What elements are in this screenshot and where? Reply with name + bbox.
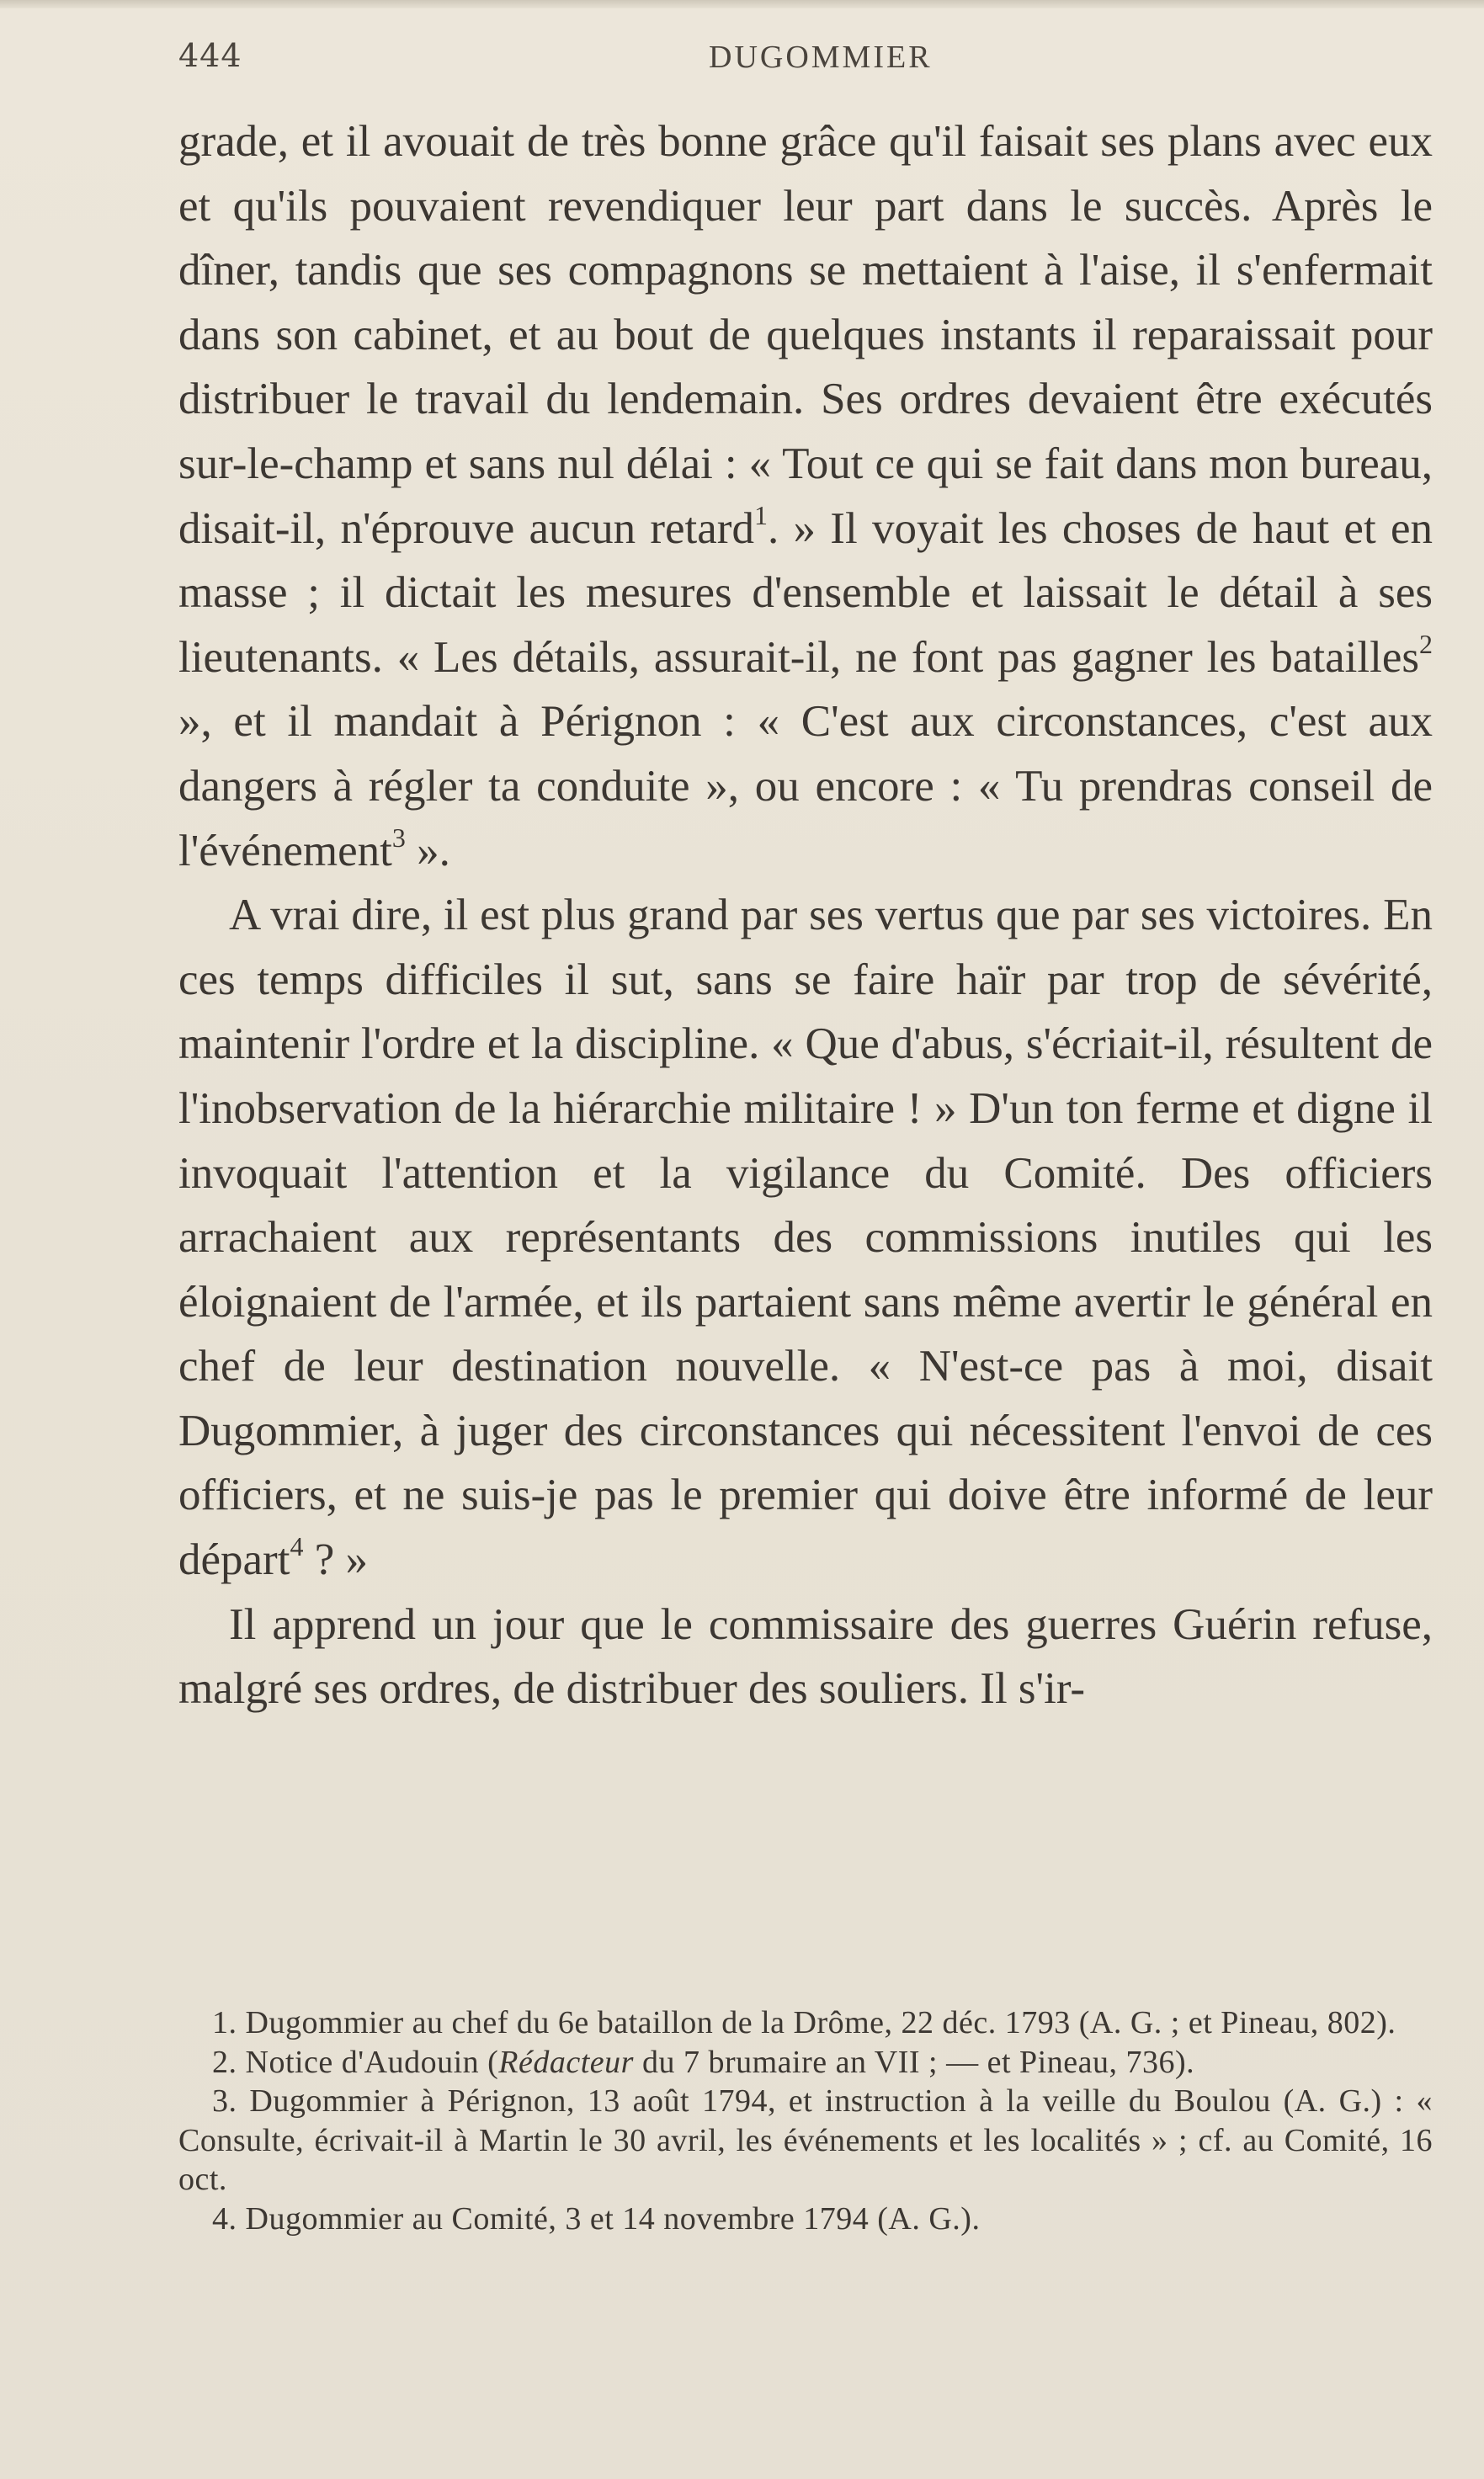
footnote-1: 1. Dugommier au chef du 6e bataillon de la Drôme, 22 déc. 1793 (A. G. ; et Pineau, 802). <box>212 2005 1396 2040</box>
footnote-3: 3. Dugommier à Pérignon, 13 août 1794, et instruction à la veille du Boulou (A. G.) : « Consulte, écrivait-il à Martin le 30 avril, les événements et les localités » ; cf. au Comité, 16 oct. <box>178 2083 1433 2197</box>
body-text <box>178 109 1433 1721</box>
paragraph-1-text-a: grade, et il avouait de très bonne grâce qu'il faisait ses plans avec eux et qu'ils pouvaient revendiquer leur part dans le succès. Après le dîner, tandis que ses compagnons se mettaient à l'aise, il s'enfermait dans son cabinet, et au bout de quelques instants il reparaissait pour distribuer le travail du lendemain. Ses ordres devaient être exécutés sur-le-champ et sans nul délai : « Tout ce qui se fait dans mon bureau, disait-il, n'éprouve aucun retard <box>178 117 1433 553</box>
footnote-2-prefix: 2. Notice d'Audouin ( <box>212 2044 499 2080</box>
footnote-4: 4. Dugommier au Comité, 3 et 14 novembre 1794 (A. G.). <box>212 2200 981 2237</box>
paragraph-2 <box>178 883 1433 1593</box>
footnote-ref-1: 1 <box>753 499 768 530</box>
footnote-ref-2: 2 <box>1419 628 1433 659</box>
paragraph-2-text-a: A vrai dire, il est plus grand par ses vertus que par ses victoires. En ces temps difficiles il sut, sans se faire haïr par trop de sévérité, maintenir l'ordre et la discipline. « Que d'abus, s'écriait-il, résultent de l'inobservation de la hiérarchie militaire ! » D'un ton ferme et digne il invoquait l'attention et la vigilance du Comité. Des officiers arrachaient aux représentants des commissions inutiles qui les éloignaient de l'armée, et ils partaient sans même avertir le général en chef de leur destination nouvelle. « N'est-ce pas à moi, disait Dugommier, à juger des circonstances qui nécessitent l'envoi de ces officiers, et ne suis-je pas le premier qui doive être informé de leur départ <box>178 891 1433 1585</box>
page-top-edge <box>0 0 1484 8</box>
footnote-ref-4: 4 <box>290 1531 304 1562</box>
footnote-2-italic: Rédacteur <box>498 2044 634 2080</box>
footnote-2-suffix: du 7 brumaire an VII ; — et Pineau, 736). <box>633 2044 1195 2080</box>
page-number: 444 <box>178 37 242 74</box>
paragraph-1-text-c: », et il mandait à Pérignon : « C'est aux circonstances, c'est aux dangers à régler ta conduite », ou encore : « Tu prendras conseil de l'événement <box>178 697 1433 875</box>
footnotes <box>178 2003 1433 2238</box>
paragraph-1-text-d: ». <box>405 826 450 875</box>
paragraph-1 <box>178 109 1433 883</box>
paragraph-3: Il apprend un jour que le commissaire des guerres Guérin refuse, malgré ses ordres, de distribuer des souliers. Il s'ir- <box>178 1599 1433 1714</box>
running-head <box>178 32 1424 82</box>
running-title: DUGOMMIER <box>709 40 933 75</box>
paragraph-2-text-b: ? » <box>303 1535 368 1585</box>
paragraph-1-text-b: . » Il voyait les choses de haut et en masse ; il dictait les mesures d'ensemble et laissait le détail à ses lieutenants. « Les détails, assurait-il, ne font pas gagner les batailles <box>178 503 1433 682</box>
footnote-2 <box>178 2043 1433 2083</box>
footnote-ref-3: 3 <box>391 822 406 853</box>
